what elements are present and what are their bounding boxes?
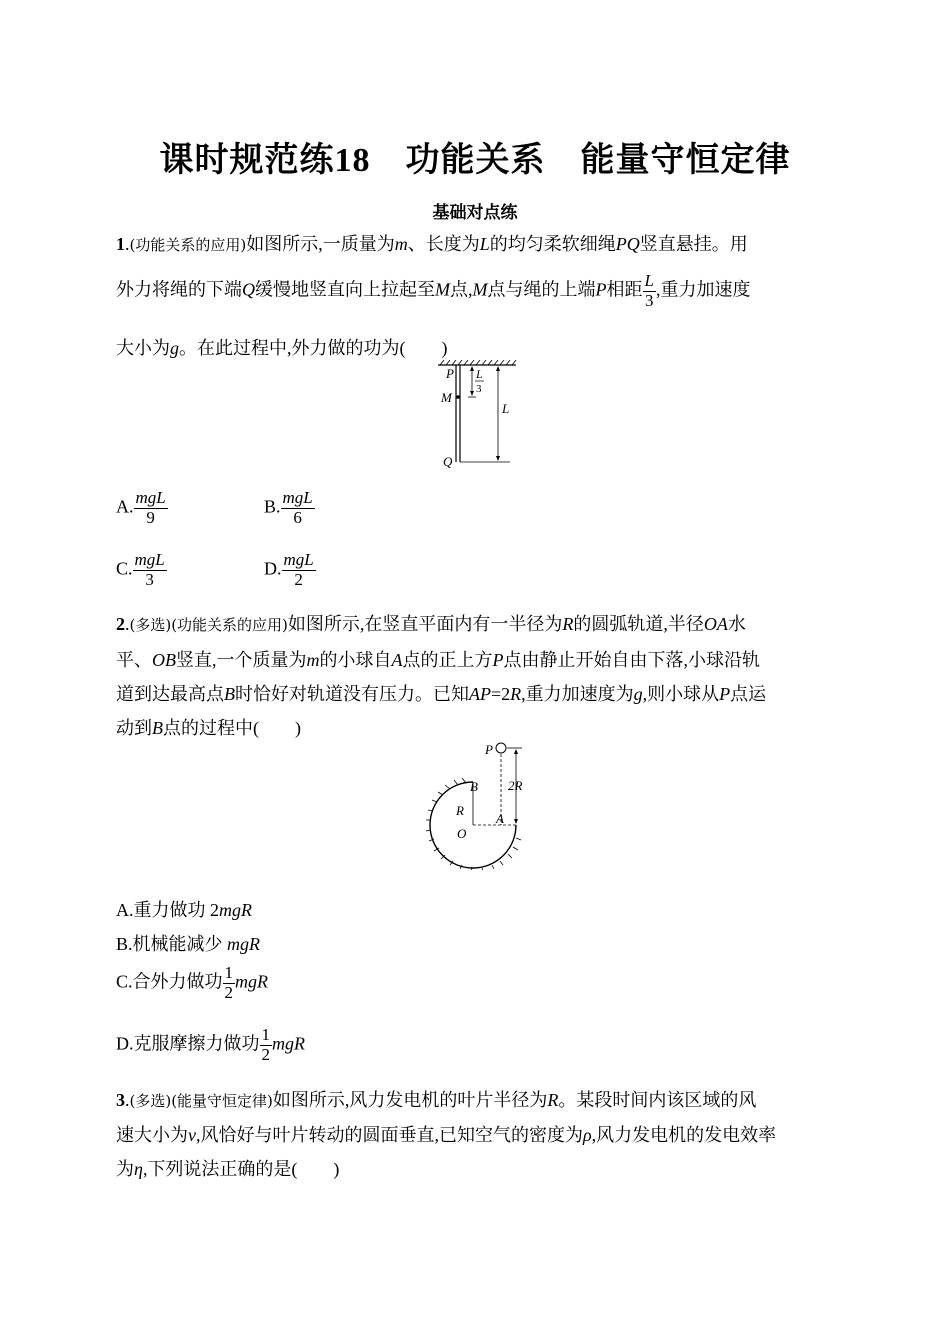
var-M: M [472,279,488,300]
q2-text: 如图所示,在竖直平面内有一半径为 [287,614,563,634]
q1-text: 相距 [606,279,643,300]
q1-tag: (功能关系的应用) [129,236,247,254]
fraction-numerator: L [644,271,654,290]
label-P: P [485,742,493,757]
label-O: O [457,826,467,841]
q2-text: 点由静止开始自由下落,小球沿轨 [503,650,760,670]
label-P: P [446,366,454,381]
fraction-denominator: 9 [146,507,155,527]
fraction-denominator: 2 [261,1044,270,1064]
q3-line-2 [116,1121,776,1147]
fraction-L-over-3 [643,272,656,310]
q1-text: 外力将绳的下端 [116,279,242,300]
q3-text: 如图所示,风力发电机的叶片半径为 [272,1090,548,1110]
q1-option-a[interactable] [116,489,168,527]
label-M: M [441,390,452,405]
fraction-denominator: 2 [294,569,303,589]
fraction-denominator: 6 [293,507,302,527]
option-label: B.机械能减少 [116,934,228,954]
q1-text: 、长度为 [407,234,480,254]
q1-text: 点, [450,279,473,300]
var-g: g [170,338,179,358]
q2-option-a[interactable] [116,896,252,922]
q2-text: 平、 [116,650,152,670]
arrow-head [496,366,500,371]
var-m: m [306,650,320,670]
q1-line-1: 1.(功能关系的应用)如图所示,一质量为m、长度为L的均匀柔软细绳PQ竖直悬挂。用 [116,234,748,254]
label-A: A [496,811,504,826]
q3-line-3 [116,1155,339,1181]
q1-line-3 [116,334,448,360]
q2-option-b[interactable] [116,930,260,956]
q2-text: 道到达最高点 [116,684,224,704]
fraction-numerator: mgL [282,488,313,507]
fraction-numerator: mgL [135,488,166,507]
var-P: P [492,650,504,670]
var-m: m [394,234,408,254]
var-PQ: PQ [615,234,640,254]
q1-text: 缓慢地竖直向上拉起至 [255,279,435,300]
track-figure [420,738,540,870]
var-R: R [547,1090,559,1110]
option-label: D. [264,558,282,579]
section-heading: 基础对点练 [432,203,518,222]
q1-option-d[interactable] [264,551,316,589]
q1-text: 点与绳的上端 [487,279,596,300]
q3-line-1: 3.(多选)(能量守恒定律)如图所示,风力发电机的叶片半径为R。某段时间内该区域的风 [116,1090,757,1110]
q3-text: ,风力发电机的发电效率 [591,1125,777,1145]
option-fraction [134,489,168,527]
option-label: B. [264,496,281,517]
q2-line-4 [116,714,301,740]
var-Q: Q [242,279,255,300]
var-B: B [152,718,163,738]
q2-line-1: 2.(多选)(功能关系的应用)如图所示,在竖直平面内有一半径为R的圆弧轨道,半径OA水 [116,614,746,634]
fraction-numerator: 1 [261,1025,270,1044]
q2-text: 动到 [116,718,152,738]
arrow-head [470,366,474,371]
page-title: 课时规范练18 功能关系 能量守恒定律 [159,142,791,179]
option-label: C.合外力做功 [116,971,223,992]
arrow-head [514,819,518,824]
label-R: R [456,803,464,818]
option-label: A. [116,496,134,517]
q2-text: 点的正上方 [402,650,493,670]
q2-text: 点运 [730,684,767,704]
var-R: R [562,614,574,634]
q2-text: ,重力加速度为 [521,684,634,704]
q1-text: 如图所示,一质量为 [246,234,395,254]
var-eta: η [134,1159,143,1179]
q2-text: 竖直,一个质量为 [176,650,307,670]
arrow-head [514,749,518,754]
option-label: A.重力做功 2 [116,900,219,920]
label-Q: Q [443,454,453,469]
q3-number: 3 [116,1090,125,1110]
ball-P [496,743,506,753]
var-M: M [435,279,450,300]
var-R: R [510,684,522,704]
q1-text: 。在此过程中,外力做的功为( ) [179,338,448,358]
var-OB: OB [152,650,176,670]
fraction-denominator: 3 [644,290,654,310]
var-v: v [188,1125,196,1145]
option-label: C. [116,558,133,579]
q2-text: =2 [491,684,511,704]
q2-line-2 [116,646,760,672]
var-rho: ρ [583,1125,592,1145]
option-fraction [282,551,316,589]
var-P: P [595,279,607,300]
option-fraction [260,1026,273,1064]
fraction-numerator: mgL [134,550,165,569]
option-fraction [223,964,236,1002]
label-L3-den: 3 [476,383,482,395]
var-A: A [391,650,403,670]
label-B: B [470,779,478,794]
option-fraction [281,489,315,527]
q1-text: 大小为 [116,338,170,358]
option-value: mgR [219,900,252,920]
option-value: mgR [235,971,269,992]
point-M [456,395,460,399]
var-L: L [479,234,490,254]
q2-number: 2 [116,614,125,634]
q3-text: 。某段时间内该区域的风 [558,1090,757,1110]
q1-text: 竖直悬挂。用 [639,234,748,254]
label-2R: 2R [508,778,523,793]
q3-text: ,风恰好与叶片转动的圆面垂直,已知空气的密度为 [196,1125,583,1145]
q3-text: ,下列说法正确的是( ) [142,1159,340,1179]
var-OA: OA [703,614,728,634]
q1-line-2 [116,272,750,310]
q2-text: ,则小球从 [642,684,720,704]
rope-figure [430,360,530,472]
q1-text: ,重力加速度 [655,279,751,300]
fraction-denominator: 2 [224,982,234,1002]
option-fraction [133,551,167,589]
q3-text: 速大小为 [116,1125,188,1145]
option-value: mgR [272,1033,305,1054]
option-label: D.克服摩擦力做功 [116,1033,260,1054]
q2-line-3 [116,680,766,706]
q1-number: 1 [116,234,125,254]
q3-tag: (多选)(能量守恒定律) [129,1092,273,1110]
var-P: P [719,684,731,704]
q1-text: 的均匀柔软细绳 [489,234,616,254]
q2-option-c[interactable] [116,964,268,1002]
q2-text: 点的过程中( ) [163,718,301,738]
q2-text: 时恰好对轨道没有压力。已知 [235,684,469,704]
q3-text: 为 [116,1159,134,1179]
arrow-head [496,456,500,461]
label-L: L [502,401,510,416]
q2-text: 的小球自 [319,650,392,670]
ceiling-hatch [440,360,516,365]
q1-option-c[interactable] [116,551,167,589]
q2-text: 水 [727,614,746,634]
label-L3-num: L [476,367,483,381]
fraction-denominator: 3 [145,569,154,589]
q2-text: 的圆弧轨道,半径 [573,614,704,634]
fraction-numerator: mgL [283,550,314,569]
q1-option-b[interactable] [264,489,315,527]
arrow-head [470,391,474,396]
var-g: g [633,684,643,704]
var-AP: AP [469,684,491,704]
fraction-numerator: 1 [224,963,234,982]
q2-option-d[interactable] [116,1026,305,1064]
q2-tag: (多选)(功能关系的应用) [129,616,288,634]
option-value: mgR [227,934,261,954]
var-B: B [224,684,235,704]
